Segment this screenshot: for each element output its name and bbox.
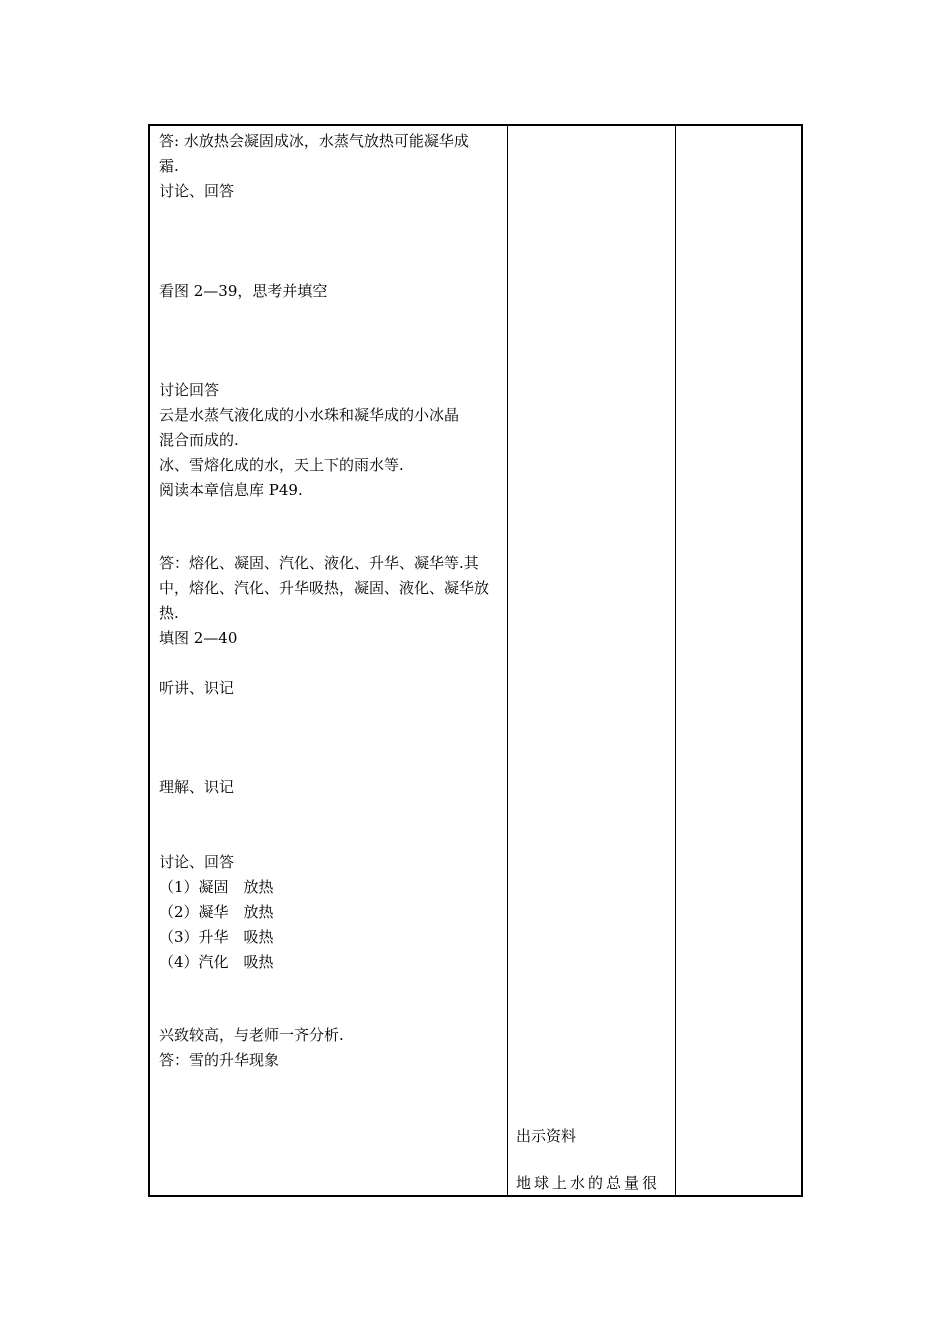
text-line: 出示资料 xyxy=(516,1127,577,1145)
text-line: （2）凝华 放热 xyxy=(159,903,274,921)
text-line: 霜. xyxy=(159,157,179,175)
text-line: 听讲、识记 xyxy=(159,679,235,697)
text-line: 填图 2—40 xyxy=(159,629,238,647)
text-line: 热. xyxy=(159,604,179,622)
text-line: 答：熔化、凝固、汽化、液化、升华、凝华等.其 xyxy=(159,554,479,572)
text-line: 中，熔化、汽化、升华吸热，凝固、液化、凝华放 xyxy=(159,579,490,597)
text-line: 讨论、回答 xyxy=(159,182,235,200)
text-line: （3）升华 吸热 xyxy=(159,928,274,946)
text-line: 兴致较高，与老师一齐分析. xyxy=(159,1026,344,1044)
text-line: 混合而成的. xyxy=(159,431,239,449)
text-line: 答: 水放热会凝固成冰，水蒸气放热可能凝华成 xyxy=(159,132,469,150)
text-line: 理解、识记 xyxy=(159,778,235,796)
text-line: 阅读本章信息库 P49. xyxy=(159,481,303,499)
text-line: （4）汽化 吸热 xyxy=(159,953,274,971)
text-line: 地球上水的总量很 xyxy=(516,1174,661,1192)
text-line: 讨论、回答 xyxy=(159,853,235,871)
text-line: 答：雪的升华现象 xyxy=(159,1051,280,1069)
text-line: 冰、雪熔化成的水，天上下的雨水等. xyxy=(159,456,404,474)
lesson-table xyxy=(148,124,803,1197)
text-line: 云是水蒸气液化成的小水珠和凝华成的小冰晶 xyxy=(159,406,460,424)
text-line: 看图 2—39，思考并填空 xyxy=(159,282,328,300)
column-divider xyxy=(507,126,508,1195)
column-divider xyxy=(675,126,676,1195)
text-line: （1）凝固 放热 xyxy=(159,878,274,896)
text-line: 讨论回答 xyxy=(159,381,220,399)
